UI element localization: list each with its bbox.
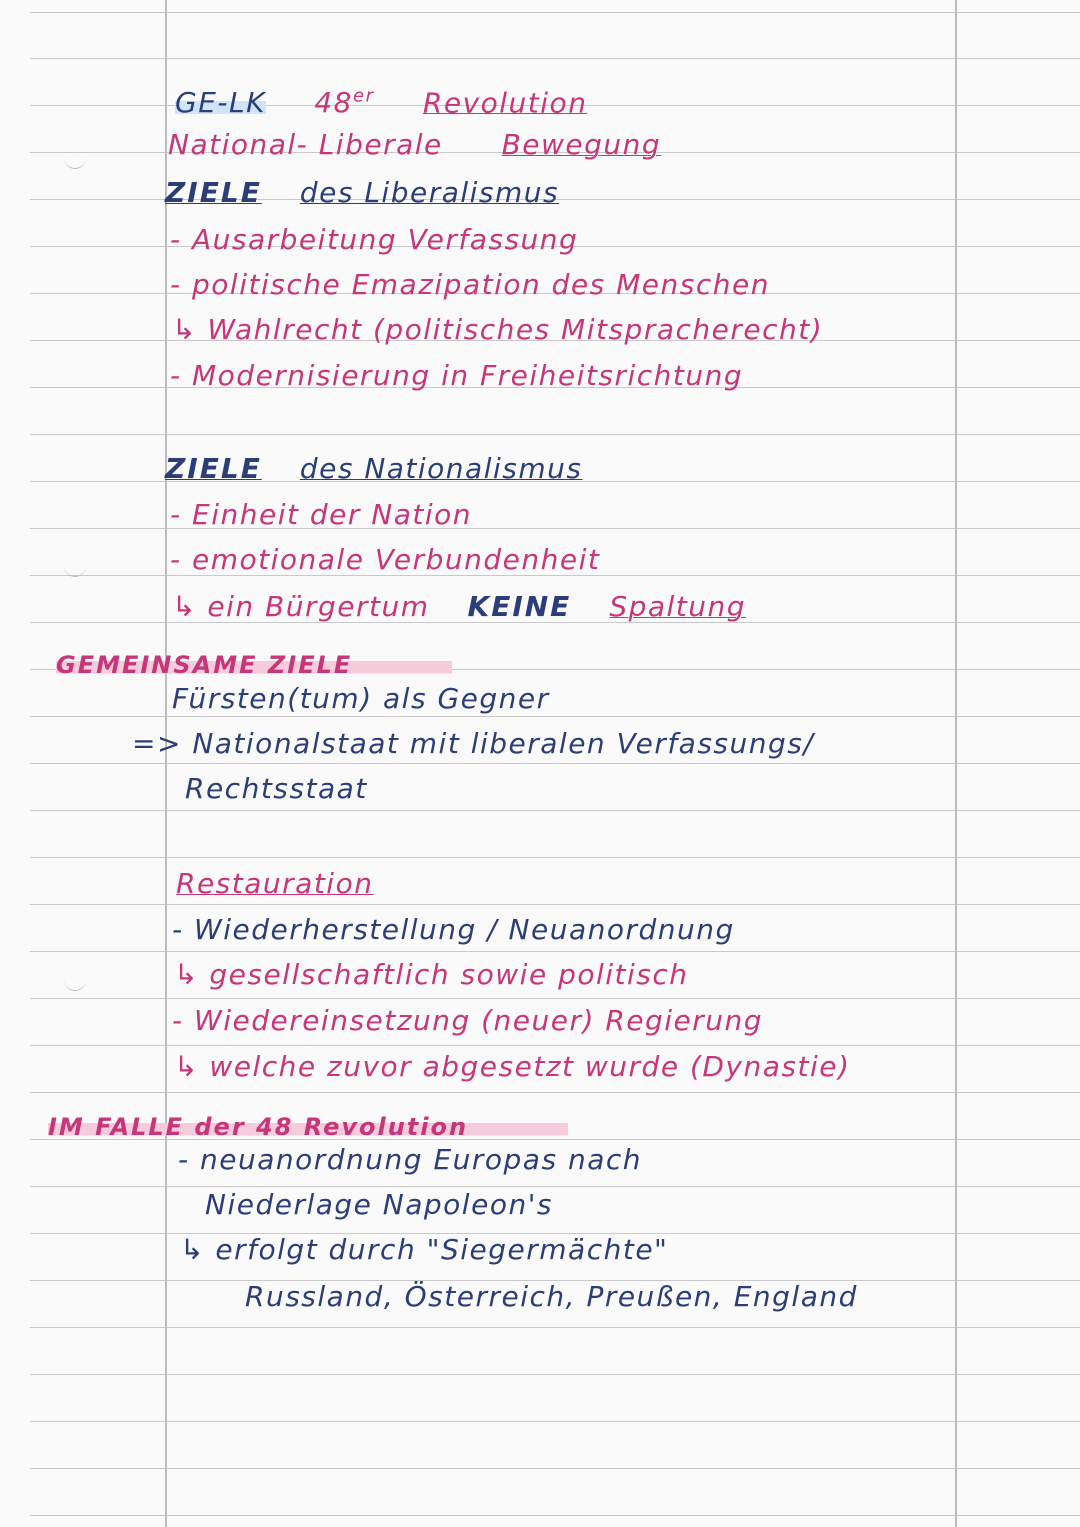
common-heading: GEMEINSAME ZIELE — [56, 648, 452, 682]
header-line — [175, 80, 587, 120]
national-item-1: - Einheit der Nation — [170, 498, 473, 531]
restoration-item-3: - Wiedereinsetzung (neuer) Regierung — [172, 1004, 764, 1037]
liberal-item-4: - Modernisierung in Freiheitsrichtung — [170, 359, 744, 392]
right-margin-line — [955, 0, 957, 1527]
page-title: National- Liberale Bewegung — [168, 128, 662, 161]
year-label: 48er — [314, 86, 375, 120]
liberal-heading: ZIELE des Liberalismus — [165, 176, 560, 209]
restoration-item-1: - Wiederherstellung / Neuanordnung — [172, 913, 735, 946]
punch-hole-top — [64, 158, 86, 169]
national-heading: ZIELE des Nationalismus — [165, 452, 583, 485]
punch-hole-bottom — [64, 980, 86, 991]
national-item-3: ↳ ein Bürgertum KEINE Spaltung — [172, 590, 747, 623]
restoration-heading: Restauration — [176, 867, 374, 900]
common-line-1: Fürsten(tum) als Gegner — [172, 682, 550, 715]
case48-item-3: ↳ erfolgt durch "Siegermächte" — [180, 1233, 669, 1266]
case48-item-2: Niederlage Napoleon's — [205, 1188, 553, 1221]
restoration-item-4: ↳ welche zuvor abgesetzt wurde (Dynastie) — [174, 1050, 851, 1083]
topic-label: Revolution — [422, 86, 588, 120]
liberal-item-1: - Ausarbeitung Verfassung — [170, 223, 579, 256]
case48-item-4: Russland, Österreich, Preußen, England — [245, 1280, 858, 1313]
case48-heading: IM FALLE der 48 Revolution — [48, 1110, 568, 1144]
common-line-2: => Nationalstaat mit liberalen Verfassungs/ — [132, 727, 815, 760]
liberal-item-3: ↳ Wahlrecht (politisches Mitspracherecht) — [172, 313, 824, 346]
common-line-3: Rechtsstaat — [185, 772, 368, 805]
restoration-item-2: ↳ gesellschaftlich sowie politisch — [174, 958, 689, 991]
liberal-item-2: - politische Emazipation des Menschen — [170, 268, 770, 301]
national-item-2: - emotionale Verbundenheit — [170, 543, 601, 576]
left-margin-line — [165, 0, 167, 1527]
course-label: GE-LK — [175, 86, 266, 120]
case48-item-1: - neuanordnung Europas nach — [178, 1143, 642, 1176]
